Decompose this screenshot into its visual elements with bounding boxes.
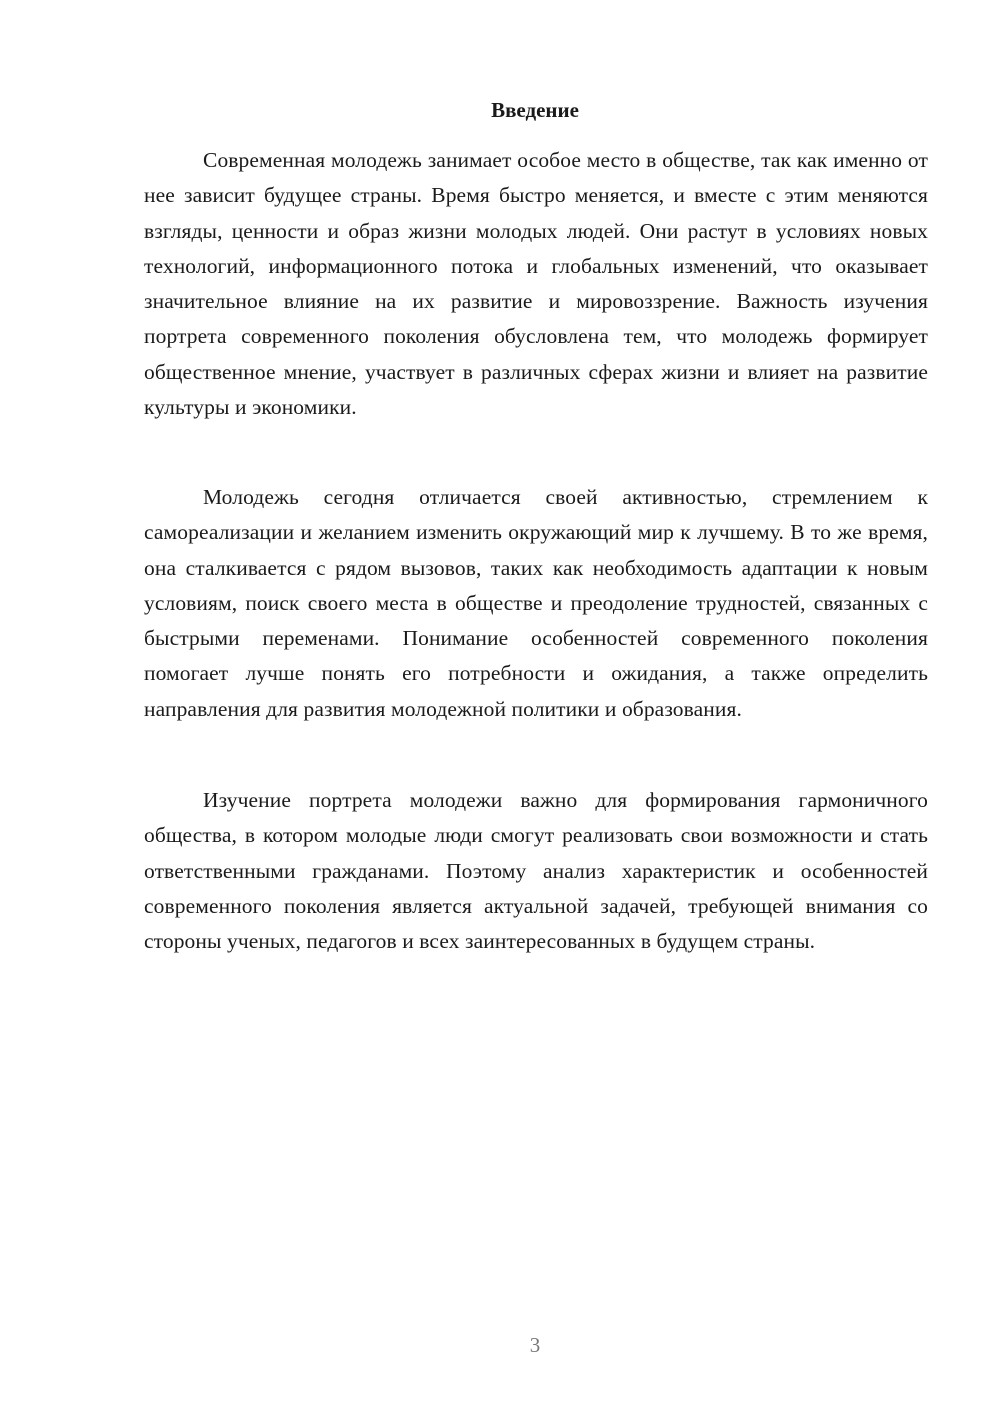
- section-heading: Введение: [491, 98, 579, 122]
- page-number: 3: [529, 1333, 541, 1357]
- paragraph-3: Изучение портрета молодежи важно для формирования гармоничного общества, в котором молодые люди смогут реализовать свои возможности и стать ответственными гражданами. Поэтому анализ характеристик и особенностей современного поколения является актуальной задачей, требующей внимания со стороны ученых, педагогов и всех заинтересованных в будущем страны.: [144, 788, 928, 954]
- paragraph-2: Молодежь сегодня отличается своей активностью, стремлением к самореализации и желанием изменить окружающий мир к лучшему. В то же время, она сталкивается с рядом вызовов, таких как необходимость адаптации к новым условиям, поиск своего места в обществе и преодоление трудностей, связанных с быстрыми переменами. Понимание особенностей современного поколения помогает лучше понять его потребности и ожидания, а также определить направления для развития молодежной политики и образования.: [144, 485, 928, 721]
- paragraph-1: Современная молодежь занимает особое место в обществе, так как именно от нее зависит будущее страны. Время быстро меняется, и вместе с этим меняются взгляды, ценности и образ жизни молодых людей. Они растут в условиях новых технологий, информационного потока и глобальных изменений, что оказывает значительное влияние на их развитие и мировоззрение. Важность изучения портрета современного поколения обусловлена тем, что молодежь формирует общественное мнение, участвует в различных сферах жизни и влияет на развитие культуры и экономики.: [144, 148, 928, 420]
